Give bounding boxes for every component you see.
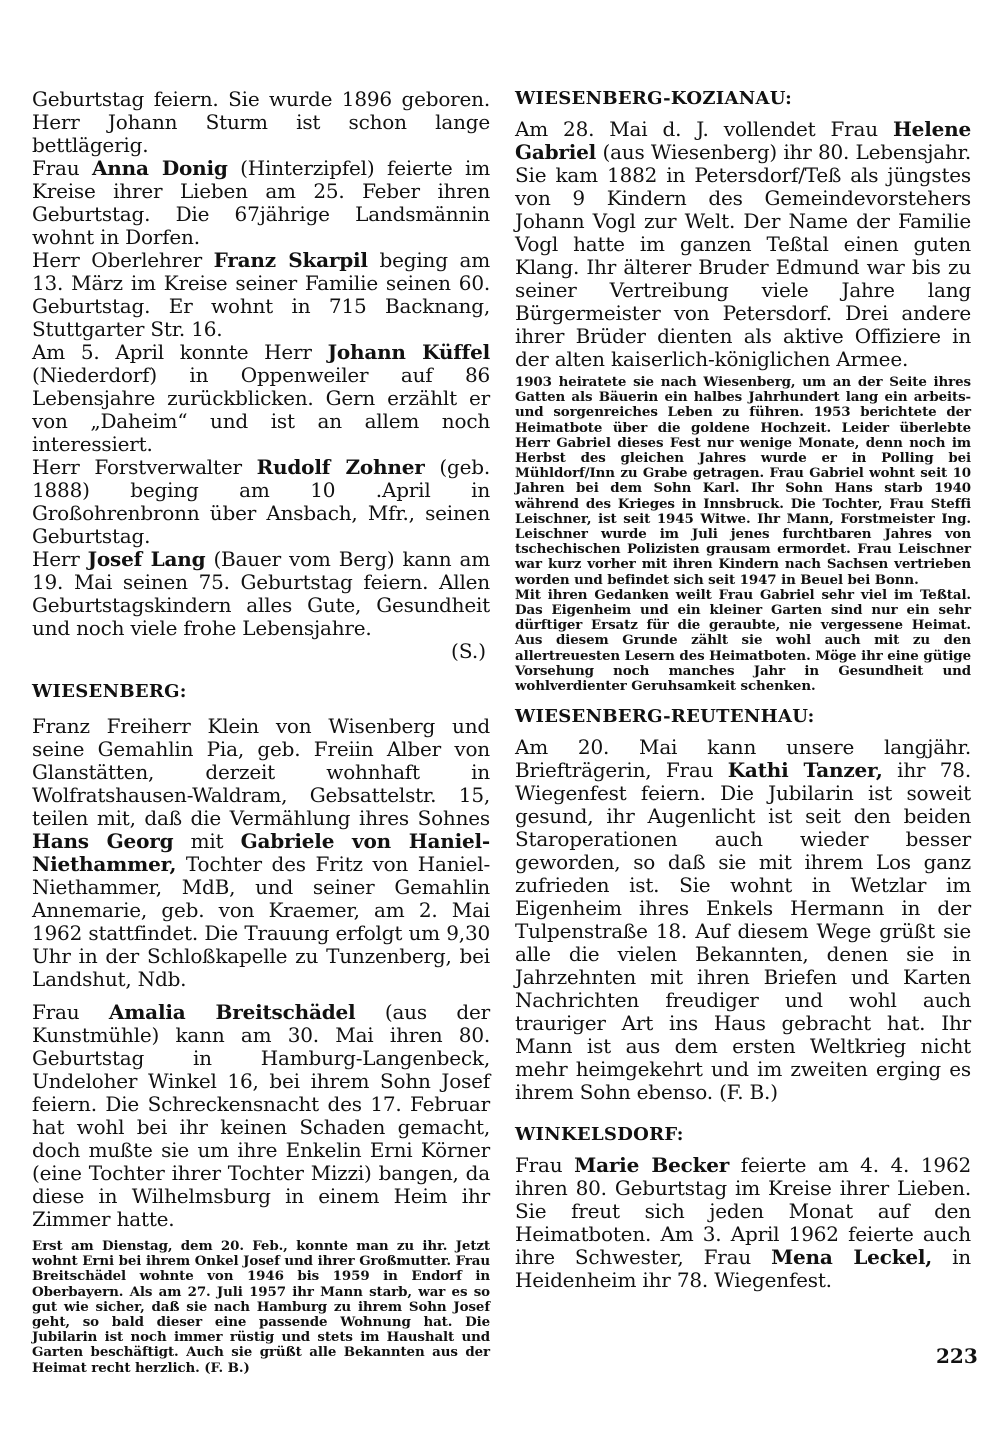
smallprint-gabriel-2: Mit ihren Gedanken weilt Frau Gabriel sehr viel im Teßtal. Das Eigenheim und ein kleiner Garten sind nur ein sehr dürftiger Ersatz für die geraubte, nie vergessene Heimat. Aus diesem Grunde zählt sie wohl auch mit zu den allertreuesten Lesern des Heimatboten. Möge ihr eine gütige Vorsehung noch manches Jahr in Gesundheit und wohlverdienter Geruhsamkeit schenken. [515,586,971,695]
name-amalia-breitschaedel: Amalia Breitschädel [108,1000,356,1024]
name-franz-skarpil: Franz Skarpil [213,248,368,272]
paragraph-kueffel: Am 5. April konnte Herr Johann Küffel (Niederdorf) in Oppenweiler auf 86 Lebensjahre zurückblicken. Gern erzählt er von „Daheim“ und ist an allem noch interessiert. [32,340,490,456]
paragraph-gabriel: Am 28. Mai d. J. vollendet Frau Helene Gabriel (aus Wiesenberg) ihr 80. Lebensjahr. Sie kam 1882 in Petersdorf/Teß als jüngstes von 9 Kindern des Gemeindevorstehers Johann Vogl zur Welt. Der Name der Familie Vogl hatte im ganzen Teßtal einen guten Klang. Ihr älterer Bruder Edmund war bis zu seiner Vertreibung viele Jahre lang Bürgermeister von Petersdorf. Drei andere ihrer Brüder dienten als aktive Offiziere in der alten kaiserlich-königlichen Armee. [515,117,971,371]
paragraph-donig: Frau Anna Donig (Hinterzipfel) feierte im Kreise ihrer Lieben am 25. Feber ihren Geburtstag. Die 67jährige Landsmännin wohnt in Dorfen. [32,156,490,249]
heading-wiesenberg: WIESENBERG: [32,681,187,702]
name-hans-georg: Hans Georg [32,829,174,853]
name-mena-leckel: Mena Leckel, [771,1245,933,1270]
paragraph-lang: Herr Josef Lang (Bauer vom Berg) kann am 19. Mai seinen 75. Geburtstag feiern. Allen Geburtstagskindern alles Gute, Gesundheit und noch viele frohe Lebensjahre. [32,547,490,640]
smallprint-breitschaedel: Erst am Dienstag, dem 20. Feb., konnte man zu ihr. Jetzt wohnt Erni bei ihrem Onkel Josef und ihrer Großmutter. Frau Breitschädel wohnte von 1946 bis 1959 in Endorf in Oberbayern. Als am 27. Juli 1957 ihr Mann starb, war es so gut wie sicher, daß sie nach Hamburg zu ihrem Sohn Josef geht, so bald dieser eine passende Wohnung hat. Die Jubilarin ist noch immer rüstig und stets im Haushalt und Garten beschäftigt. Auch sie grüßt alle Bekannten aus der Heimat recht herzlich. (F. B.) [32,1238,490,1376]
name-josef-lang: Josef Lang [87,547,206,571]
paragraph-becker: Frau Marie Becker feierte am 4. 4. 1962 ihren 80. Geburtstag im Kreise ihrer Lieben. Sie freut sich jeden Monat auf den Heimatboten. Am 3. April 1962 feierte auch ihre Schwester, Frau Mena Leckel, in Heidenheim ihr 78. Wiegenfest. [515,1153,972,1293]
name-anna-donig: Anna Donig [91,156,228,180]
paragraph-zohner: Herr Forstverwalter Rudolf Zohner (geb. 1888) beging am 10 .April in Großohrenbronn über Ansbach, Mfr., seinen Geburtstag. [32,455,490,548]
heading-wiesenberg-reutenhau: WIESENBERG-REUTENHAU: [515,706,815,728]
smallprint-gabriel-1: 1903 heiratete sie nach Wiesenberg, um an der Seite ihres Gatten als Bäuerin ein halbes Jahrhundert lang ein arbeits- und sorgenreiches Leben zu führen. 1953 berichtete der Heimatbote über die goldene Hochzeit. Leider überlebte Herr Gabriel dieses Fest nur wenige Monate, denn noch im Herbst des gleichen Jahres wurde er in Polling bei Mühldorf/Inn zu Grabe getragen. Frau Gabriel wohnt seit 10 Jahren bei dem Sohn Karl. Ihr Sohn Hans starb 1940 während des Krieges in Innsbruck. Die Tochter, Frau Steffi Leischner, ist seit 1945 Witwe. Ihr Mann, Forstmeister Ing. Leischner wurde im Juli jenes furchtbaren Jahres von tschechischen Polizisten grausam ermordet. Frau Leischner war kurz vorher mit ihren Kindern nach Sachsen vertrieben worden und befindet sich seit 1947 in Beuel bei Bonn. [515,374,971,588]
name-helene-gabriel: Helene Gabriel [515,117,971,164]
name-gabriele-von-haniel: Gabriele von Haniel-Niethammer, [32,829,490,876]
name-kathi-tanzer: Kathi Tanzer, [727,758,883,783]
paragraph-klein-von-wisenberg: Franz Freiherr Klein von Wisenberg und seine Gemahlin Pia, geb. Freiin Alber von Glanstätten, derzeit wohnhaft in Wolfratshausen-Waldram, Gebsattelstr. 15, teilen mit, daß die Vermählung ihres Sohnes Hans Georg mit Gabriele von Haniel-Niethammer, Tochter des Fritz von Haniel-Niethammer, MdB, und seiner Gemahlin Annemarie, geb. von Kraemer, am 2. Mai 1962 stattfindet. Die Trauung erfolgt um 9,30 Uhr in der Schloßkapelle zu Tunzenberg, bei Landshut, Ndb. [32,714,490,991]
paragraph-skarpil: Herr Oberlehrer Franz Skarpil beging am 13. März im Kreise seiner Familie seinen 60. Geburtstag. Er wohnt in 715 Backnang, Stuttgarter Str. 16. [32,248,490,341]
heading-winkelsdorf: WINKELSDORF: [515,1124,684,1146]
right-column [515,88,971,1292]
paragraph-tanzer: Am 20. Mai kann unsere langjähr. Briefträgerin, Frau Kathi Tanzer, ihr 78. Wiegenfest feiern. Die Jubilarin ist soweit gesund, ihr Augenlicht ist seit den beiden Staroperationen auch wieder besser geworden, so daß sie mit ihrem Los ganz zufrieden ist. Sie wohnt in Wetzlar im Eigenheim ihres Enkels Hermann in der Tulpenstraße 18. Auf diesem Wege grüßt sie alle die vielen Bekannten, denen sie in Jahrzehnten mit ihren Briefen und Karten Nachrichten freudiger und wohl auch trauriger Art ins Haus gebracht hat. Ihr Mann ist aus dem ersten Weltkrieg nicht mehr heimgekehrt und im zweiten erging es ihrem Sohn ebenso. (F. B.) [515,735,971,1105]
paragraph-sturm: Geburtstag feiern. Sie wurde 1896 geboren. Herr Johann Sturm ist schon lange bettlägerig. [32,87,490,157]
name-marie-becker: Marie Becker [574,1153,730,1178]
signature-s: (S.) [451,639,486,663]
name-rudolf-zohner: Rudolf Zohner [256,455,425,479]
heading-wiesenberg-kozianau: WIESENBERG-KOZIANAU: [515,88,793,109]
paragraph-breitschaedel: Frau Amalia Breitschädel (aus der Kunstmühle) kann am 30. Mai ihren 80. Geburtstag in Hamburg-Langenbeck, Undeloher Winkel 16, bei ihrem Sohn Josef feiern. Die Schreckensnacht des 17. Februar hat wohl bei ihr keinen Schaden gemacht, doch mußte sie um ihre Enkelin Erni Körner (eine Tochter ihrer Tochter Mizzi) bangen, da diese in Wilhelmsburg in einem Heim ihr Zimmer hatte. [32,1000,490,1231]
name-johann-kueffel: Johann Küffel [327,340,490,364]
left-column [32,88,490,1376]
page-number: 223 [936,1344,978,1368]
